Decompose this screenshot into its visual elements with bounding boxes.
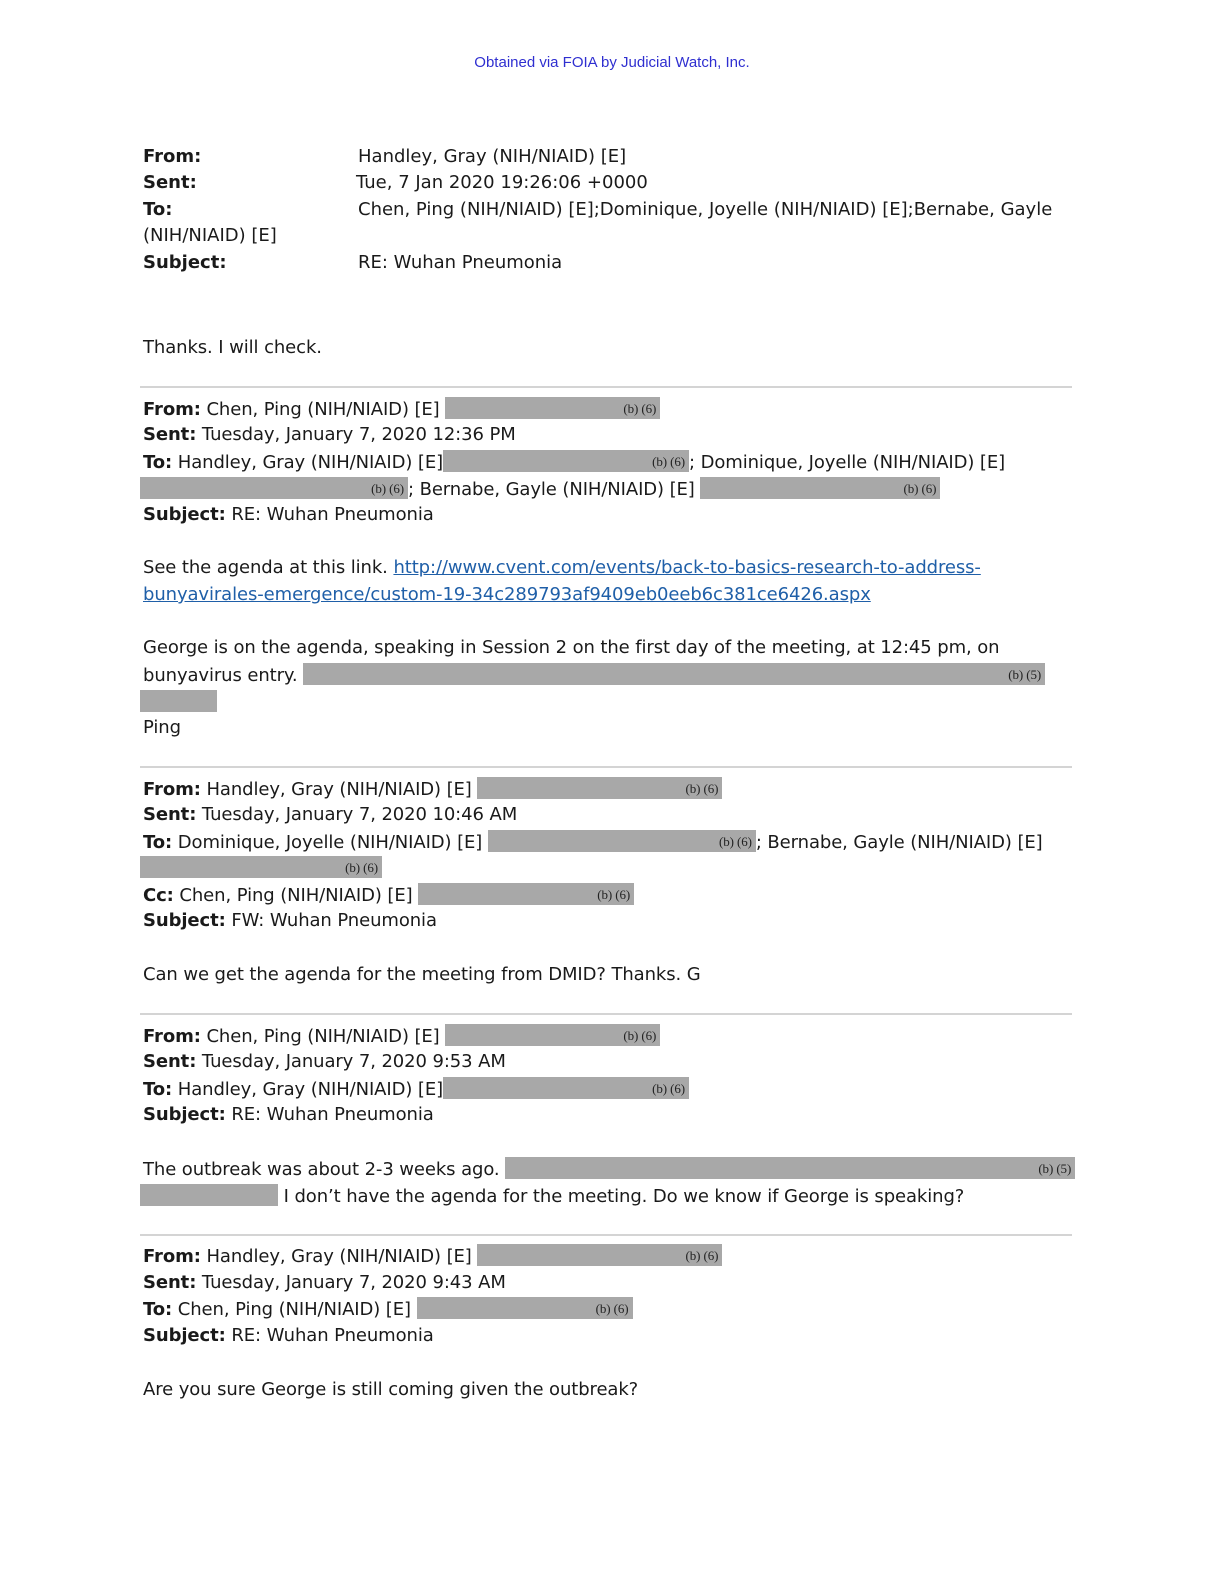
msg3-body-line2 [140,1184,964,1209]
msg1-to-line2 [140,477,940,502]
redaction-box [418,883,634,905]
msg1-subject: RE: Wuhan Pneumonia [231,504,434,525]
divider [140,1013,1072,1015]
redaction-code: (b) (6) [345,860,378,875]
msg4-to: Chen, Ping (NIH/NIAID) [E] [177,1299,411,1320]
reply-body: Thanks. I will check. [143,337,322,358]
msg4-to-line [143,1297,633,1322]
sent-label: Sent: [143,804,197,825]
msg2-from: Handley, Gray (NIH/NIAID) [E] [206,779,472,800]
msg1-subject-line [143,503,434,527]
cc-label: Cc: [143,885,174,906]
header-subject: RE: Wuhan Pneumonia [358,252,563,273]
msg1-to-line [143,450,1005,475]
header-to: Chen, Ping (NIH/NIAID) [E];Dominique, Joyelle (NIH/NIAID) [E];Bernabe, Gayle [358,199,1053,220]
msg2-from-line [143,777,722,802]
redaction-code: (b) (6) [718,834,752,849]
redaction-box [140,856,382,878]
redaction-code: (b) (6) [652,454,686,469]
redaction-box [445,397,660,419]
redaction-code: (b) (6) [595,1301,629,1316]
msg4-subject: RE: Wuhan Pneumonia [231,1325,434,1346]
divider [140,766,1072,768]
foia-banner: Obtained via FOIA by Judicial Watch, Inc. [474,54,750,71]
sent-label: Sent: [143,424,197,445]
msg2-sent: Tuesday, January 7, 2020 10:46 AM [201,804,518,825]
to-label: To: [143,452,173,473]
subject-label: Subject: [143,1104,226,1125]
msg2-body: Can we get the agenda for the meeting from DMID? Thanks. G [143,964,701,985]
msg4-from-line [143,1244,722,1269]
msg2-sent-line [143,803,517,827]
header-subject-label: Subject: [143,252,227,273]
msg1-body2-line2 [143,663,1045,688]
msg2-to-b: ; Bernabe, Gayle (NIH/NIAID) [E] [755,832,1043,853]
msg3-sent: Tuesday, January 7, 2020 9:53 AM [201,1051,506,1072]
agenda-link-continued[interactable]: bunyavirales-emergence/custom-19-34c289793af9409eb0eeb6c381ce6426.aspx [143,584,871,605]
msg3-to-line [143,1077,689,1102]
subject-label: Subject: [143,504,226,525]
msg3-subject-line [143,1103,434,1127]
msg4-sent: Tuesday, January 7, 2020 9:43 AM [201,1272,506,1293]
header-to-continued: (NIH/NIAID) [E] [143,225,277,246]
redaction-code: (b) (5) [1038,1161,1072,1176]
redaction-box [303,663,1045,685]
redaction-box [505,1157,1075,1179]
redaction-box [477,777,722,799]
msg2-to-a: Dominique, Joyelle (NIH/NIAID) [E] [177,832,483,853]
msg4-subject-line [143,1324,434,1348]
agenda-link[interactable]: http://www.cvent.com/events/back-to-basics-research-to-address- [393,557,981,578]
redaction-box [417,1297,633,1319]
msg2-cc-line [143,883,634,908]
msg4-body: Are you sure George is still coming given the outbreak? [143,1379,639,1400]
header-to-label: To: [143,199,173,220]
msg4-sent-line [143,1271,506,1295]
msg1-from: Chen, Ping (NIH/NIAID) [E] [206,399,440,420]
msg1-to-a: Handley, Gray (NIH/NIAID) [E] [177,452,444,473]
msg1-from-line [143,397,660,422]
divider [140,386,1072,388]
msg3-from: Chen, Ping (NIH/NIAID) [E] [206,1026,440,1047]
redaction-box [488,830,756,852]
redaction-code: (b) (5) [1008,667,1042,682]
msg3-body-line1 [143,1157,1075,1182]
msg3-from-line [143,1024,660,1049]
redaction-box [443,1077,689,1099]
redaction-box [140,1184,278,1206]
redaction-box [700,477,940,499]
msg1-body-line1 [143,556,981,580]
msg3-to: Handley, Gray (NIH/NIAID) [E] [177,1079,444,1100]
msg1-sent-line [143,423,516,447]
header-sent: Tue, 7 Jan 2020 19:26:06 +0000 [356,172,648,193]
redaction-box [140,690,217,712]
msg2-to-line [143,830,1043,855]
msg1-to-b: ; Dominique, Joyelle (NIH/NIAID) [E] [689,452,1006,473]
redaction-code: (b) (6) [685,1248,719,1263]
redaction-code: (b) (6) [623,401,657,416]
redaction-code: (b) (6) [652,1081,686,1096]
divider [140,1234,1072,1236]
from-label: From: [143,399,201,420]
redaction-box [445,1024,660,1046]
header-from-label: From: [143,146,202,167]
from-label: From: [143,779,201,800]
subject-label: Subject: [143,1325,226,1346]
msg1-body-line2 [143,583,871,607]
msg1-sent: Tuesday, January 7, 2020 12:36 PM [201,424,516,445]
msg1-body-intro: See the agenda at this link. [143,557,394,578]
msg1-body2-line3 [140,690,217,715]
msg2-subject: FW: Wuhan Pneumonia [231,910,437,931]
subject-label: Subject: [143,910,226,931]
msg3-subject: RE: Wuhan Pneumonia [231,1104,434,1125]
msg2-cc: Chen, Ping (NIH/NIAID) [E] [179,885,413,906]
to-label: To: [143,1299,173,1320]
redaction-box [443,450,689,472]
msg1-signature: Ping [143,717,181,738]
header-sent-label: Sent: [143,172,197,193]
redaction-code: (b) (6) [685,781,719,796]
redaction-code: (b) (6) [903,481,937,496]
header-from: Handley, Gray (NIH/NIAID) [E] [358,146,627,167]
msg2-to-line2 [140,856,382,881]
from-label: From: [143,1246,201,1267]
redaction-box [140,477,408,499]
msg3-body-text: The outbreak was about 2-3 weeks ago. [143,1159,500,1180]
msg1-body2-line1: George is on the agenda, speaking in Session 2 on the first day of the meeting, at 12:45 pm, on [143,637,1000,658]
redaction-box [477,1244,722,1266]
redaction-code: (b) (6) [597,887,631,902]
msg4-from: Handley, Gray (NIH/NIAID) [E] [206,1246,472,1267]
redaction-code: (b) (6) [623,1028,657,1043]
redaction-code: (b) (6) [371,481,404,496]
msg1-body2-text: bunyavirus entry. [143,665,298,686]
msg3-sent-line [143,1050,506,1074]
msg3-body-text2: I don’t have the agenda for the meeting. Do we know if George is speaking? [278,1186,965,1207]
to-label: To: [143,832,173,853]
from-label: From: [143,1026,201,1047]
sent-label: Sent: [143,1272,197,1293]
msg1-to-c: ; Bernabe, Gayle (NIH/NIAID) [E] [408,479,695,500]
to-label: To: [143,1079,173,1100]
sent-label: Sent: [143,1051,197,1072]
msg2-subject-line [143,909,437,933]
